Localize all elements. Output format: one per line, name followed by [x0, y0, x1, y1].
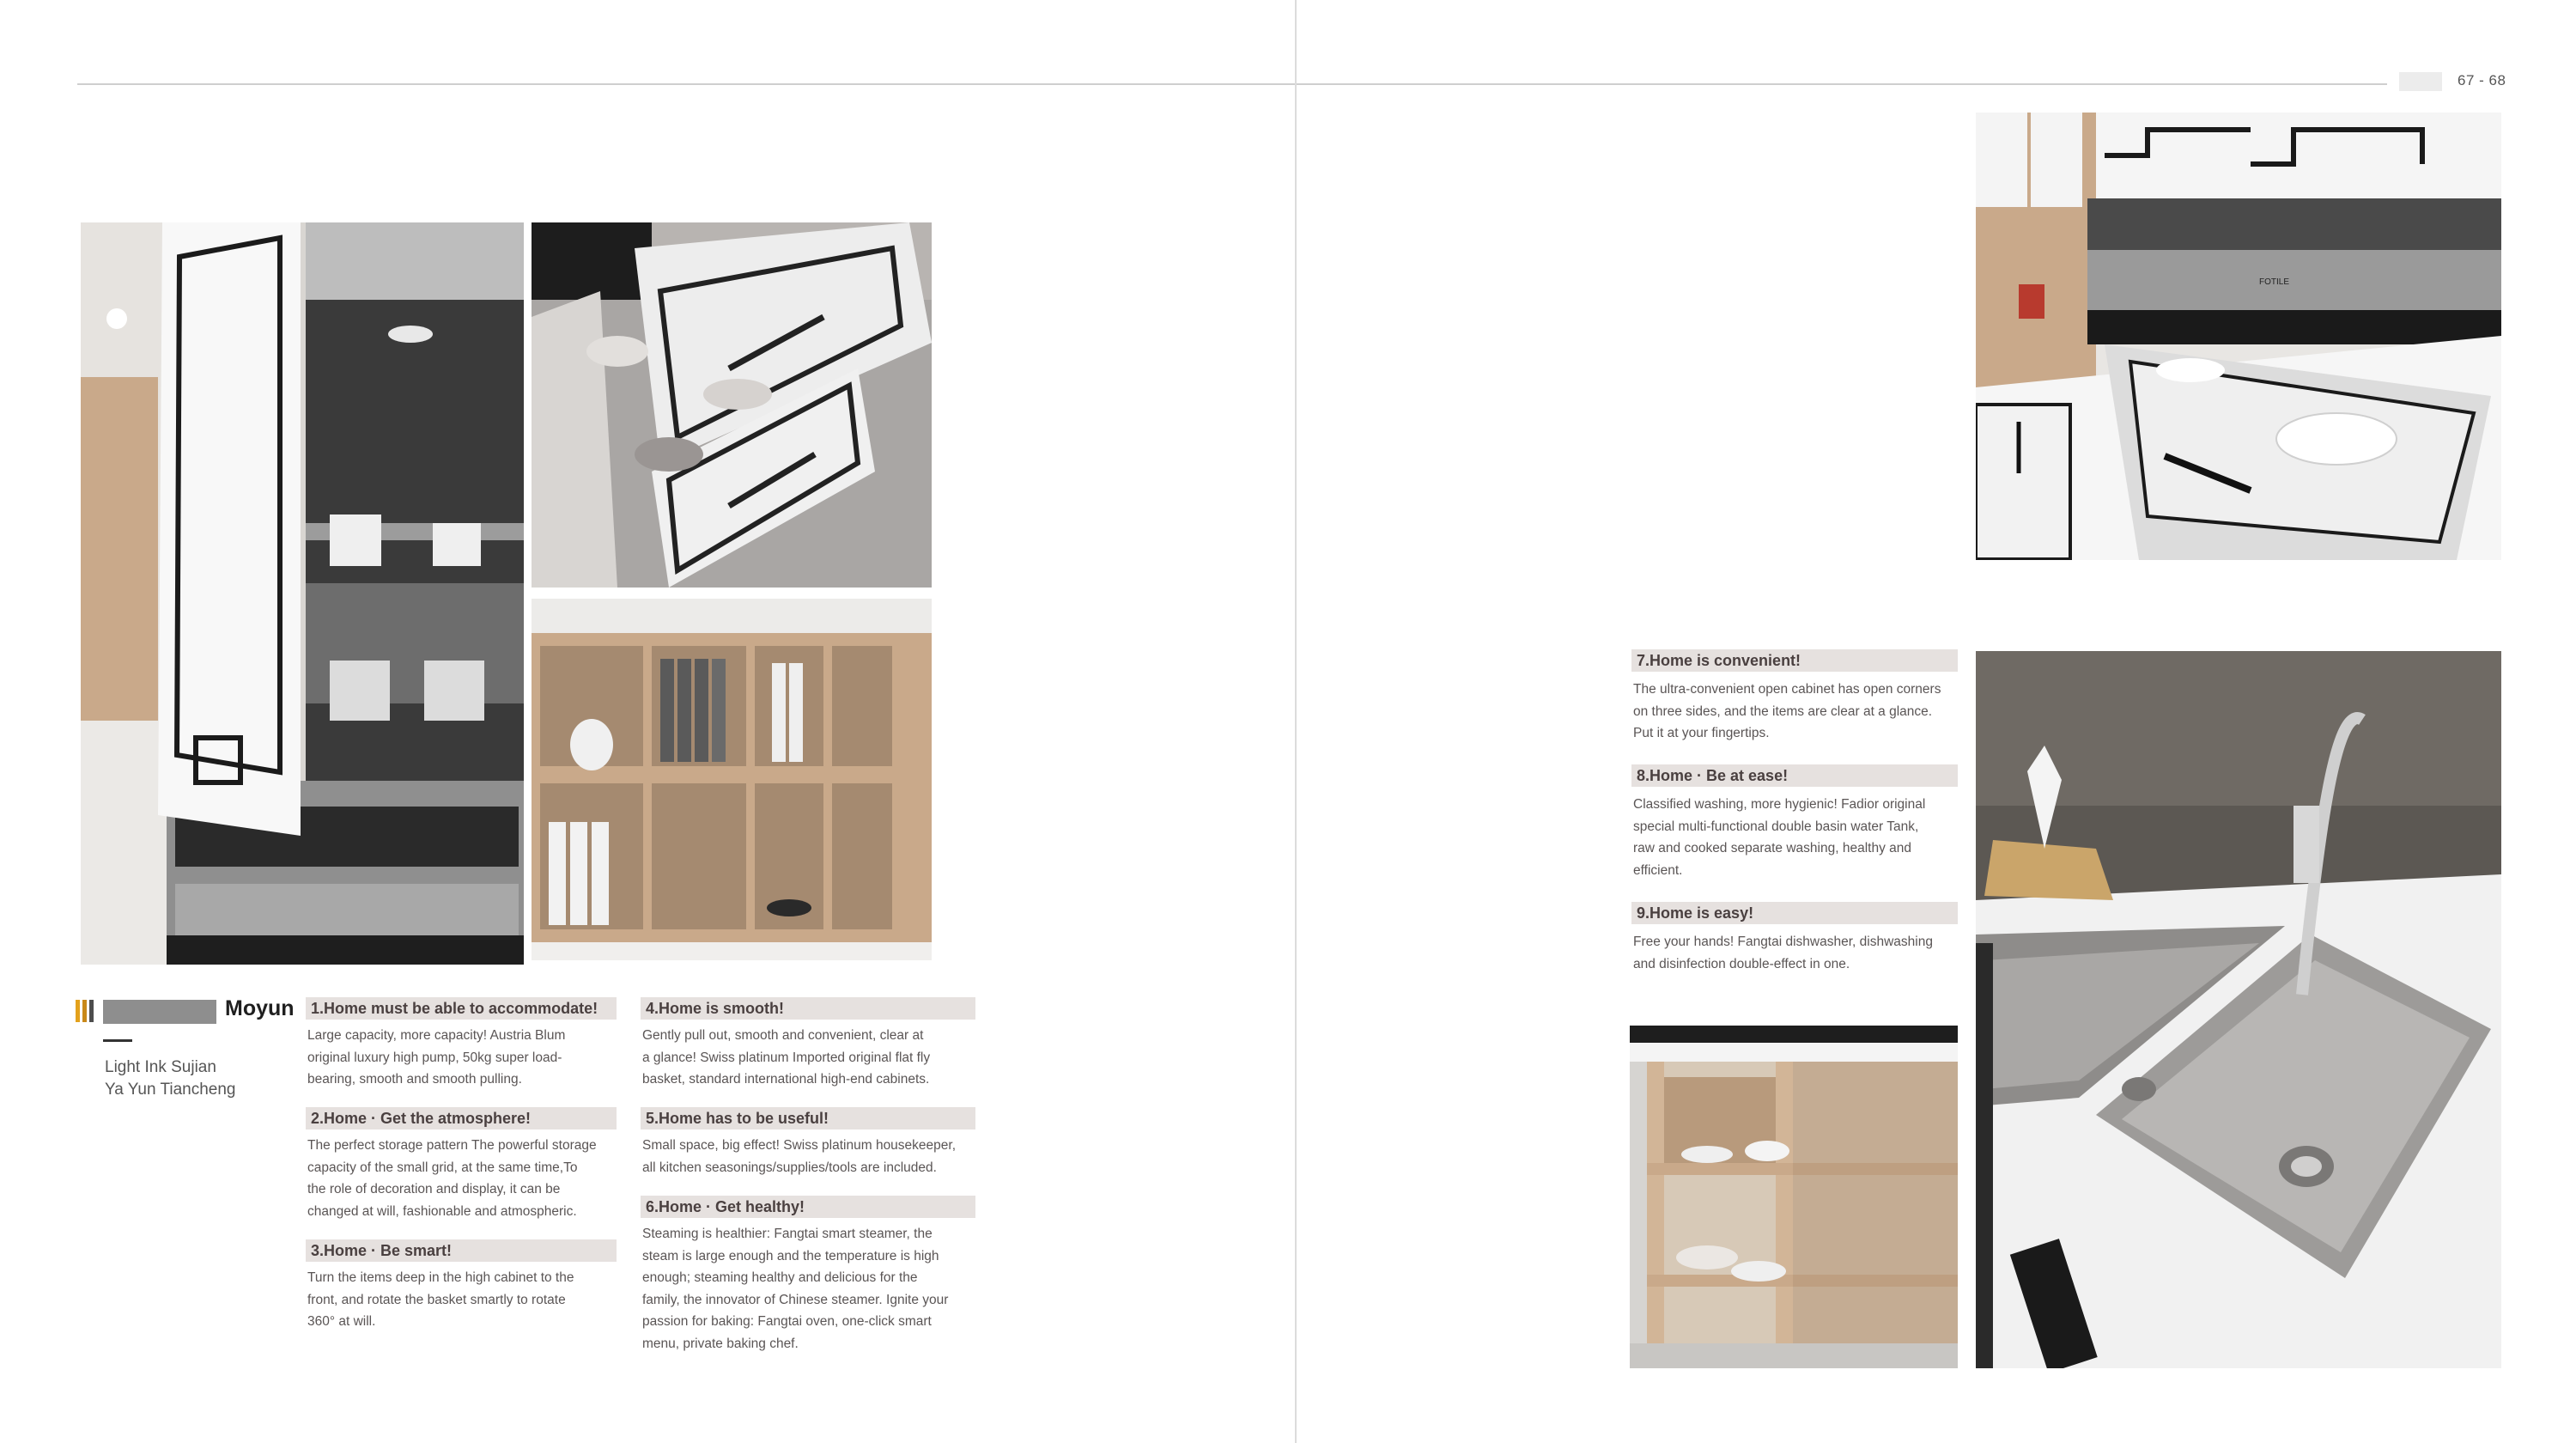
- section-6-line: menu, private baking chef.: [642, 1336, 799, 1351]
- brand-subtitle-1: Light Ink Sujian: [105, 1058, 216, 1076]
- built-in-oven-drawer-icon: [1976, 113, 2501, 560]
- open-corner-cabinet-icon: [1630, 1026, 1958, 1368]
- section-heading-3: 3.Home · Be smart!: [306, 1239, 617, 1262]
- section-7-line: The ultra-convenient open cabinet has open corners: [1633, 682, 1941, 697]
- brand-logo-block: [103, 1000, 216, 1024]
- brand-name: Moyun: [225, 996, 295, 1020]
- section-heading-7: 7.Home is convenient!: [1631, 649, 1958, 672]
- section-heading-6: 6.Home · Get healthy!: [641, 1196, 975, 1218]
- page-number-chip: [2399, 72, 2442, 91]
- section-8-line: Classified washing, more hygienic! Fadior original: [1633, 797, 1926, 812]
- section-7-line: on three sides, and the items are clear at a glance.: [1633, 703, 1933, 719]
- page-spine: [1295, 0, 1297, 1443]
- photo-built-in-oven: [1976, 113, 2501, 560]
- section-5-line: all kitchen seasonings/supplies/tools are included.: [642, 1160, 937, 1175]
- section-body-1: [307, 1025, 625, 1091]
- section-body-5: [642, 1135, 982, 1178]
- page-numbers: 67 - 68: [2458, 72, 2506, 88]
- section-6-line: steam is large enough and the temperature is high: [642, 1248, 939, 1263]
- section-6-line: passion for baking: Fangtai oven, one-click smart: [642, 1314, 932, 1329]
- section-1-line: Large capacity, more capacity! Austria Blum: [307, 1028, 566, 1043]
- photo-double-basin-sink: [1976, 651, 2501, 1368]
- tall-cabinet-rotating-basket-icon: [81, 222, 524, 965]
- section-3-line: front, and rotate the basket smartly to rotate: [307, 1292, 566, 1307]
- section-body-8: [1633, 794, 1965, 881]
- section-2-line: capacity of the small grid, at the same time,To: [307, 1160, 578, 1175]
- section-body-3: [307, 1267, 625, 1333]
- section-heading-1: 1.Home must be able to accommodate!: [306, 997, 617, 1020]
- section-1-line: original luxury high pump, 50kg super load-: [307, 1050, 562, 1065]
- section-3-line: Turn the items deep in the high cabinet to the: [307, 1270, 574, 1285]
- photo-open-corner-cabinet: [1630, 1026, 1958, 1368]
- section-5-line: Small space, big effect! Swiss platinum housekeeper,: [642, 1138, 957, 1153]
- brand-divider: [103, 1039, 132, 1042]
- oven-brand-label: FOTILE: [2259, 277, 2290, 287]
- section-heading-2: 2.Home · Get the atmosphere!: [306, 1107, 617, 1129]
- section-body-9: [1633, 931, 1965, 975]
- drawer-pull-out-basket-icon: [532, 222, 932, 588]
- section-1-line: bearing, smooth and smooth pulling.: [307, 1072, 522, 1087]
- section-6-line: enough; steaming healthy and delicious for the: [642, 1270, 918, 1285]
- section-7-line: Put it at your fingertips.: [1633, 726, 1770, 740]
- section-heading-8: 8.Home · Be at ease!: [1631, 764, 1958, 787]
- section-8-line: efficient.: [1633, 862, 1683, 878]
- section-2-line: the role of decoration and display, it can be: [307, 1182, 561, 1196]
- section-body-4: [642, 1025, 982, 1091]
- section-3-line: 360° at will.: [307, 1314, 376, 1329]
- section-body-2: [307, 1135, 625, 1222]
- open-shelving-icon: [532, 599, 932, 960]
- section-4-line: a glance! Swiss platinum Imported original flat fly: [642, 1050, 931, 1065]
- header-rule-right: [1297, 83, 2387, 85]
- section-body-6: [642, 1223, 982, 1355]
- section-8-line: special multi-functional double basin water Tank,: [1633, 819, 1919, 834]
- section-body-7: [1633, 679, 1965, 745]
- section-8-line: raw and cooked separate washing, healthy and: [1633, 841, 1911, 855]
- section-6-line: family, the innovator of Chinese steamer. Ignite your: [642, 1292, 949, 1307]
- section-6-line: Steaming is healthier: Fangtai smart steamer, the: [642, 1227, 933, 1241]
- photo-open-shelving: [532, 599, 932, 960]
- brand-subtitle-2: Ya Yun Tiancheng: [105, 1081, 236, 1099]
- section-4-line: Gently pull out, smooth and convenient, clear at: [642, 1028, 924, 1043]
- photo-drawer-basket: [532, 222, 932, 588]
- double-basin-sink-icon: [1976, 651, 2501, 1368]
- section-4-line: basket, standard international high-end cabinets.: [642, 1072, 930, 1087]
- section-2-line: changed at will, fashionable and atmospheric.: [307, 1203, 577, 1219]
- section-heading-4: 4.Home is smooth!: [641, 997, 975, 1020]
- section-heading-9: 9.Home is easy!: [1631, 902, 1958, 924]
- section-9-line: Free your hands! Fangtai dishwasher, dishwashing: [1633, 935, 1933, 949]
- section-9-line: and disinfection double-effect in one.: [1633, 956, 1850, 971]
- photo-tall-cabinet: [81, 222, 524, 965]
- header-rule-left: [77, 83, 1295, 85]
- section-heading-5: 5.Home has to be useful!: [641, 1107, 975, 1129]
- brand-color-bars: [76, 1000, 100, 1022]
- section-2-line: The perfect storage pattern The powerful storage: [307, 1138, 597, 1153]
